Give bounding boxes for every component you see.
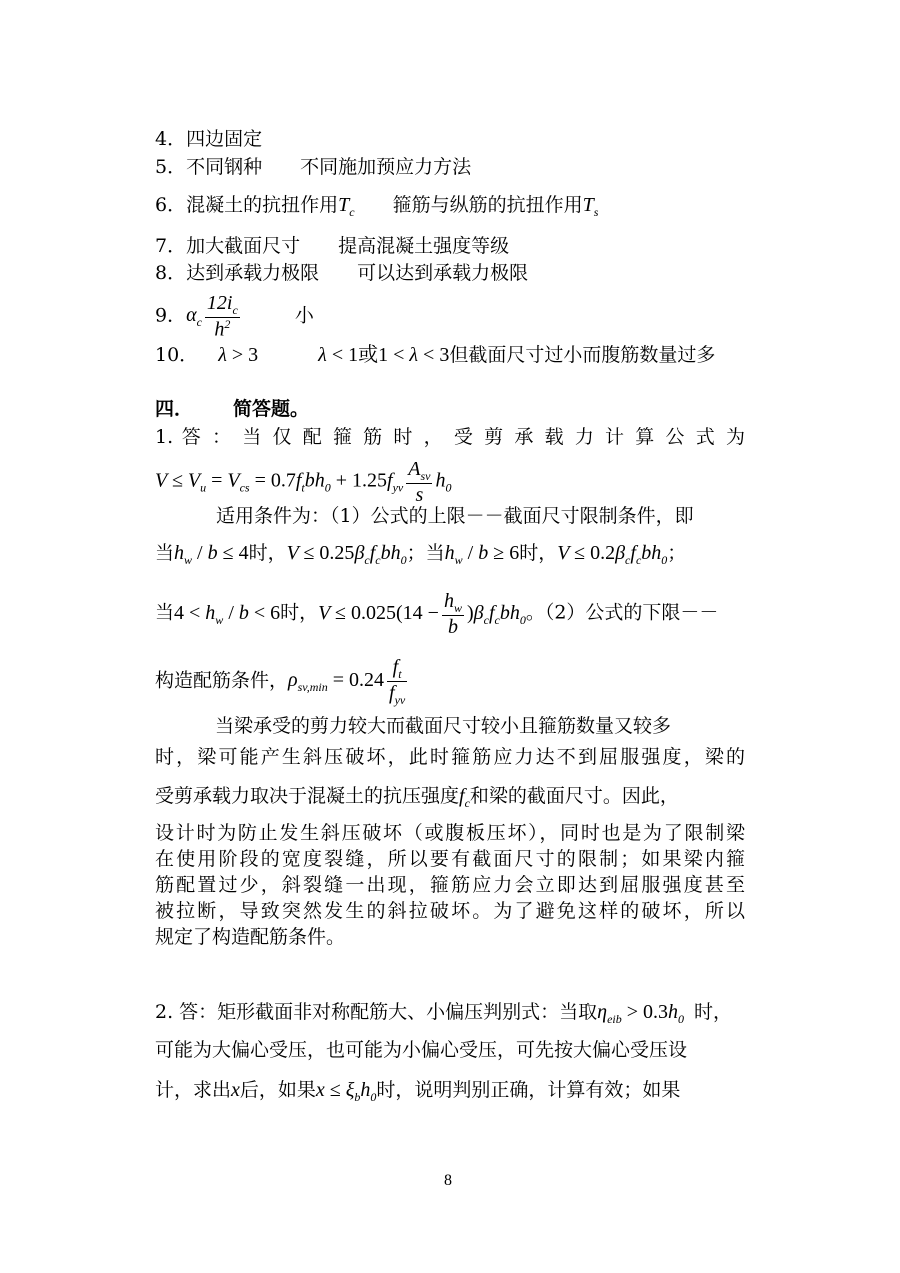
answer-1-lower-limit: 构造配筋条件，$\rho_{sv,min} = 0.24$ $\frac{f_t}{f_{yv}}$ [155, 656, 406, 708]
answer-1-upper-limit-b: 当$4 < h_w / b < 6$时，V ≤ 0.025(14 − $\frac{h_w}{b}$ )$\beta_cf_cbh_0$。（2）公式的下限－－ [155, 590, 719, 639]
answer-2-line-1: 2. 答：矩形截面非对称配筋大、小偏压判别式：当取$\eta_{eib} > 0.3h_0$ 时， [155, 1001, 733, 1026]
formula-shear-capacity: $V \le V_u = V_{cs} = 0.7f_tbh_0 + 1.25f_{yv}$ $\frac{A_{sv}}{s}$ $h_0$ [155, 458, 452, 507]
math-lambda-range: λ < 1或1 < λ < 3 [318, 344, 450, 366]
answer-1-conditions-intro: 适用条件为：（1）公式的上限－－截面尺寸限制条件，即 [216, 505, 694, 527]
math-Tc: $T_c$ [338, 194, 355, 219]
answer-item-10: 10． λ > 3 λ < 1或1 < λ < 3但截面尺寸过小而腹筋数量过多 [155, 344, 716, 366]
math-lambda-gt-3: λ > 3 [218, 344, 259, 366]
answer-item-6: 6．混凝土的抗扭作用$T_c$ 箍筋与纵筋的抗扭作用$T_s$ [155, 194, 599, 219]
math-fraction-12ic-h2: $\frac{12i_c}{h^2}$ [206, 292, 238, 341]
answer-1-lead: 1. 答 ： 当 仅 配 箍 筋 时 ， 受 剪 承 载 力 计 算 公 式 为 [155, 426, 745, 448]
answer-item-8: 8．达到承载力极限 可以达到承载力极限 [155, 262, 529, 284]
answer-1-upper-limit-a: 当$h_w / b \le 4$时，$V \le 0.25\beta_cf_cbh_0$；当$h_w / b \ge 6$时，$V \le 0.2\beta_cf_cbh_0$； [155, 542, 687, 567]
answer-1-paragraph-2: 当梁承受的剪力较大而截面尺寸较小且箍筋数量又较多 时，梁可能产生斜压破坏，此时箍筋应力达不到屈服强度，梁的 受剪承载力取决于混凝土的抗压强度$f_c$和梁的截面尺寸。因此， 设计时为防止发生斜压破坏（或腹板压坏），同时也是为了限制梁 在使用阶段的宽度裂缝，所以要有截面尺寸的限制；如果梁内箍 筋配置过少，斜裂缝一出现，箍筋应力会立即达到屈服强度甚至 被拉断，导致突然发生的斜拉破坏。为了避免这样的破坏，所以 规定了构造配筋条件。 [155, 715, 745, 948]
page-number: 8 [444, 1172, 452, 1189]
answer-2-line-2: 可能为大偏心受压，也可能为小偏心受压，可先按大偏心受压设 [155, 1039, 688, 1061]
answer-item-4: 4．四边固定 [155, 128, 263, 150]
answer-item-9: 9．$\alpha_c$ $\frac{12i_c}{h^2}$ 小 [155, 292, 314, 341]
answer-item-5: 5．不同钢种 不同施加预应力方法 [155, 156, 472, 178]
section-heading-short-answer: 四． 简答题。 [155, 398, 310, 420]
math-Ts: $T_s$ [582, 194, 599, 219]
math-fc: $f_c$ [459, 785, 470, 810]
answer-item-7: 7．加大截面尺寸 提高混凝土强度等级 [155, 235, 510, 257]
math-alpha-c: $\alpha_c$ [186, 304, 202, 330]
answer-2-line-3: 计，求出x后，如果$x \le \xi_bh_0$时，说明判别正确，计算有效；如果 [155, 1079, 681, 1104]
